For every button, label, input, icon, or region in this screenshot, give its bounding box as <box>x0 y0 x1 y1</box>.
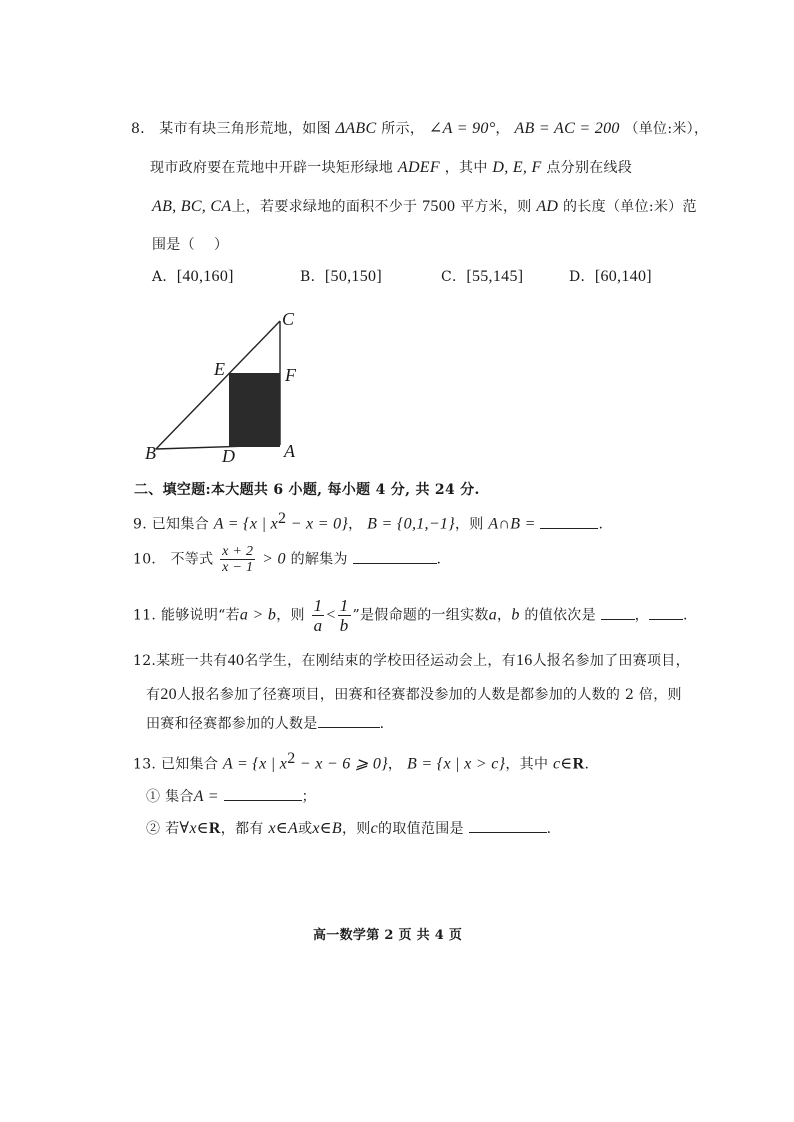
q12-line1: 12.某班一共有40名学生，在刚结束的学校田径运动会上，有16人报名参加了田赛项目， <box>133 652 690 669</box>
q11-answer-blank-2[interactable] <box>649 605 683 620</box>
section-title: 二、填空题:本大题共 6 小题, 每小题 4 分, 共 24 分. <box>134 482 480 498</box>
q8-line1: 8． 某市有块三角形荒地，如图 ΔABC 所示， ∠A = 90°， AB = AC = 200 （单位:米）， <box>131 120 709 137</box>
q12-line3: 田赛和径赛都参加的人数是 . <box>146 713 384 733</box>
q12-line2: 有20人报名参加了径赛项目，田赛和径赛都没参加的人数是都参加的人数的 2 倍，则 <box>146 686 682 703</box>
q8-option-c[interactable]: C．[55,145] <box>441 268 524 285</box>
q13: 13. 已知集合 A = {x | $x^2 - x - 6$ ⩾ 0}， B = {x | x > c}，其中 c∈R. <box>133 750 590 773</box>
triangle-figure <box>140 305 320 470</box>
q10-answer-blank[interactable] <box>353 549 437 564</box>
q11: 11. 能够说明“若a > b，则 $\frac{1}{a}$ < $\frac{1}{b}$ ”是假命题的一组实数a，b 的值依次是 ， . <box>133 596 688 635</box>
q8-number: 8． <box>131 121 155 137</box>
label-e: E <box>214 359 225 379</box>
q10: 10． 不等式 $\frac{x + 2}{x - 1}$ > 0 的解集为 . <box>133 544 442 575</box>
green-area-rect <box>229 373 280 447</box>
label-b: B <box>145 443 156 463</box>
label-d: D <box>222 446 235 466</box>
q8-line2: 现市政府要在荒地中开辟一块矩形绿地 ADEF ，其中 D, E, F 点分别在线段 <box>150 159 633 176</box>
q13-sub1: ① 集合A = ； <box>146 788 316 805</box>
q13-answer-blank-2[interactable] <box>469 818 547 833</box>
q9-answer-blank[interactable] <box>540 514 598 529</box>
q8-line3: AB, BC, CA上，若要求绿地的面积不少于 7500 平方米，则 AD 的长度（单位:米）范 <box>152 198 697 215</box>
label-f: F <box>285 365 296 385</box>
q11-fraction-b: $\frac{1}{b}$ <box>339 596 349 635</box>
q8-option-b[interactable]: B．[50,150] <box>300 268 382 285</box>
q8-option-a[interactable]: A．[40,160] <box>152 268 234 285</box>
q10-fraction: $\frac{x + 2}{x - 1}$ <box>222 544 254 575</box>
page-footer: 高一数学第 2 页 共 4 页 <box>313 928 463 943</box>
q11-answer-blank-1[interactable] <box>601 605 635 620</box>
q11-fraction-a: $\frac{1}{a}$ <box>313 596 323 635</box>
q13-sub2: ② 若∀x∈R，都有 x∈A或x∈B，则c的取值范围是 . <box>146 820 552 837</box>
q9: 9. 已知集合 A = {x | $x^2 - x = 0$}， B = {0,1,−1}，则 A∩B = . <box>133 510 604 533</box>
q12-answer-blank[interactable] <box>318 713 380 728</box>
label-c: C <box>282 309 295 329</box>
q8-line4: 围是（ ） <box>152 237 229 253</box>
q8-option-d[interactable]: D．[60,140] <box>569 268 652 285</box>
q13-answer-blank-1[interactable] <box>224 786 302 801</box>
label-a: A <box>284 441 295 461</box>
